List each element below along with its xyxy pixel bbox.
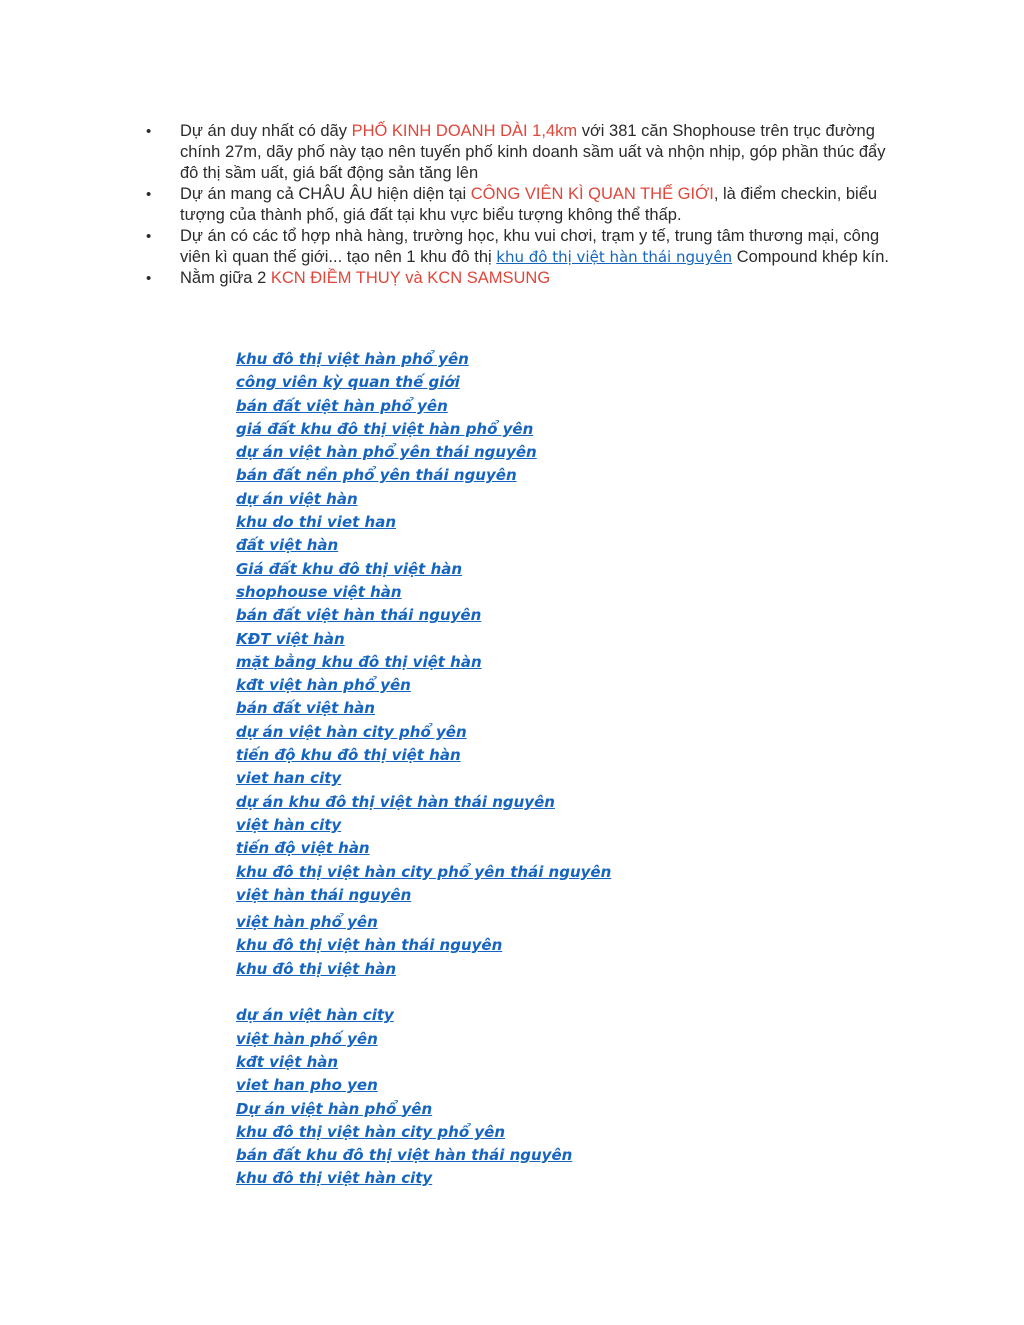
keyword-link[interactable]: mặt bằng khu đô thị việt hàn — [236, 652, 482, 671]
keyword-link[interactable]: dự án khu đô thị việt hàn thái nguyên — [236, 792, 555, 811]
bullet-list — [146, 121, 896, 289]
keyword-link[interactable]: việt hàn phố yên — [236, 1029, 378, 1048]
keyword-link[interactable]: đất việt hàn — [236, 536, 339, 555]
highlight-text: KCN ĐIỀM THUỴ và KCN SAMSUNG — [270, 269, 551, 287]
bullet-item — [146, 184, 896, 226]
bullet-text: với 381 căn Shophouse trên trục đường chính 27m, dãy phố này tạo nên tuyến phố kinh doanh sầm uất và nhộn nhịp, góp phần thúc đẩy đô thị sầm uất, giá bất động sản tăng lên — [180, 122, 886, 182]
spacer — [236, 981, 611, 1004]
keyword-link[interactable]: dự án việt hàn city phổ yên — [236, 722, 467, 741]
keyword-link[interactable]: bán đất nền phổ yên thái nguyên — [236, 466, 517, 485]
bullet-text: Dự án có các tổ hợp nhà hàng, trường học, khu vui chơi, trạm y tế, trung tâm thương mại, công viên kì quan thế giới... tạo nên 1 khu đô thị — [180, 227, 880, 266]
keyword-link[interactable]: bán đất việt hàn phổ yên — [236, 396, 448, 415]
keyword-link[interactable]: khu đô thị việt hàn — [236, 959, 396, 978]
highlight-text: CÔNG VIÊN KÌ QUAN THẾ GIỚI — [470, 185, 714, 203]
keyword-link[interactable]: khu đô thị việt hàn city phổ yên — [236, 1122, 505, 1141]
keyword-link[interactable]: viet han city — [236, 769, 342, 788]
keyword-link[interactable]: việt hàn city — [236, 815, 342, 834]
keyword-link[interactable]: khu do thi viet han — [236, 513, 396, 532]
keyword-link[interactable]: giá đất khu đô thị việt hàn phổ yên — [236, 419, 534, 438]
bullet-item — [146, 268, 896, 289]
keyword-link[interactable]: khu đô thị việt hàn city — [236, 1169, 433, 1188]
bullet-text: Compound khép kín. — [732, 248, 889, 266]
keyword-link[interactable]: KĐT việt hàn — [236, 629, 345, 648]
keyword-link[interactable]: dự án việt hàn — [236, 489, 358, 508]
keyword-link[interactable]: viet han pho yen — [236, 1076, 378, 1095]
keyword-link[interactable]: dự án việt hàn phổ yên thái nguyên — [236, 443, 537, 462]
keyword-link[interactable]: việt hàn thái nguyên — [236, 885, 412, 904]
bullet-dot-icon: • — [146, 270, 152, 287]
bullet-text: Nằm giữa 2 — [180, 269, 271, 287]
keyword-link[interactable]: khu đô thị việt hàn thái nguyên — [236, 936, 503, 955]
bullet-dot-icon: • — [146, 123, 152, 140]
keyword-link[interactable]: shophouse việt hàn — [236, 582, 402, 601]
bullet-text: Dự án duy nhất có dãy — [180, 122, 352, 140]
keyword-link[interactable]: bán đất khu đô thị việt hàn thái nguyên — [236, 1146, 573, 1165]
keyword-link[interactable]: việt hàn phổ yên — [236, 913, 378, 932]
keyword-link-list — [236, 348, 611, 1191]
inline-link[interactable]: khu đô thị việt hàn thái nguyên — [496, 248, 733, 266]
bullet-text: Dự án mang cả CHÂU ÂU hiện diện tại — [180, 185, 471, 203]
keyword-link[interactable]: bán đất việt hàn — [236, 699, 375, 718]
bullet-dot-icon: • — [146, 228, 152, 245]
keyword-link[interactable]: kđt việt hàn — [236, 1052, 339, 1071]
keyword-link[interactable]: khu đô thị việt hàn phổ yên — [236, 350, 469, 368]
keyword-group-3 — [236, 1004, 611, 1190]
keyword-group-1 — [236, 348, 611, 907]
keyword-link[interactable]: tiến độ khu đô thị việt hàn — [236, 746, 461, 765]
keyword-link[interactable]: kđt việt hàn phổ yên — [236, 676, 411, 695]
keyword-group-2 — [236, 911, 611, 981]
bullet-dot-icon: • — [146, 186, 152, 203]
keyword-link[interactable]: khu đô thị việt hàn city phổ yên thái nguyên — [236, 862, 612, 881]
keyword-link[interactable]: bán đất việt hàn thái nguyên — [236, 606, 482, 625]
keyword-link[interactable]: Giá đất khu đô thị việt hàn — [236, 559, 463, 578]
keyword-link[interactable]: tiến độ việt hàn — [236, 839, 370, 858]
bullet-text: , là điểm checkin, biểu tượng của thành phố, giá đất tại khu vực biểu tượng không thể thấp. — [180, 185, 878, 224]
bullet-item — [146, 226, 896, 268]
keyword-link[interactable]: dự án việt hàn city — [236, 1006, 394, 1025]
highlight-text: PHỐ KINH DOANH DÀI 1,4km — [351, 122, 578, 140]
keyword-link[interactable]: công viên kỳ quan thế giới — [236, 373, 460, 392]
bullet-item — [146, 121, 896, 184]
keyword-link[interactable]: Dự án việt hàn phổ yên — [236, 1099, 433, 1118]
